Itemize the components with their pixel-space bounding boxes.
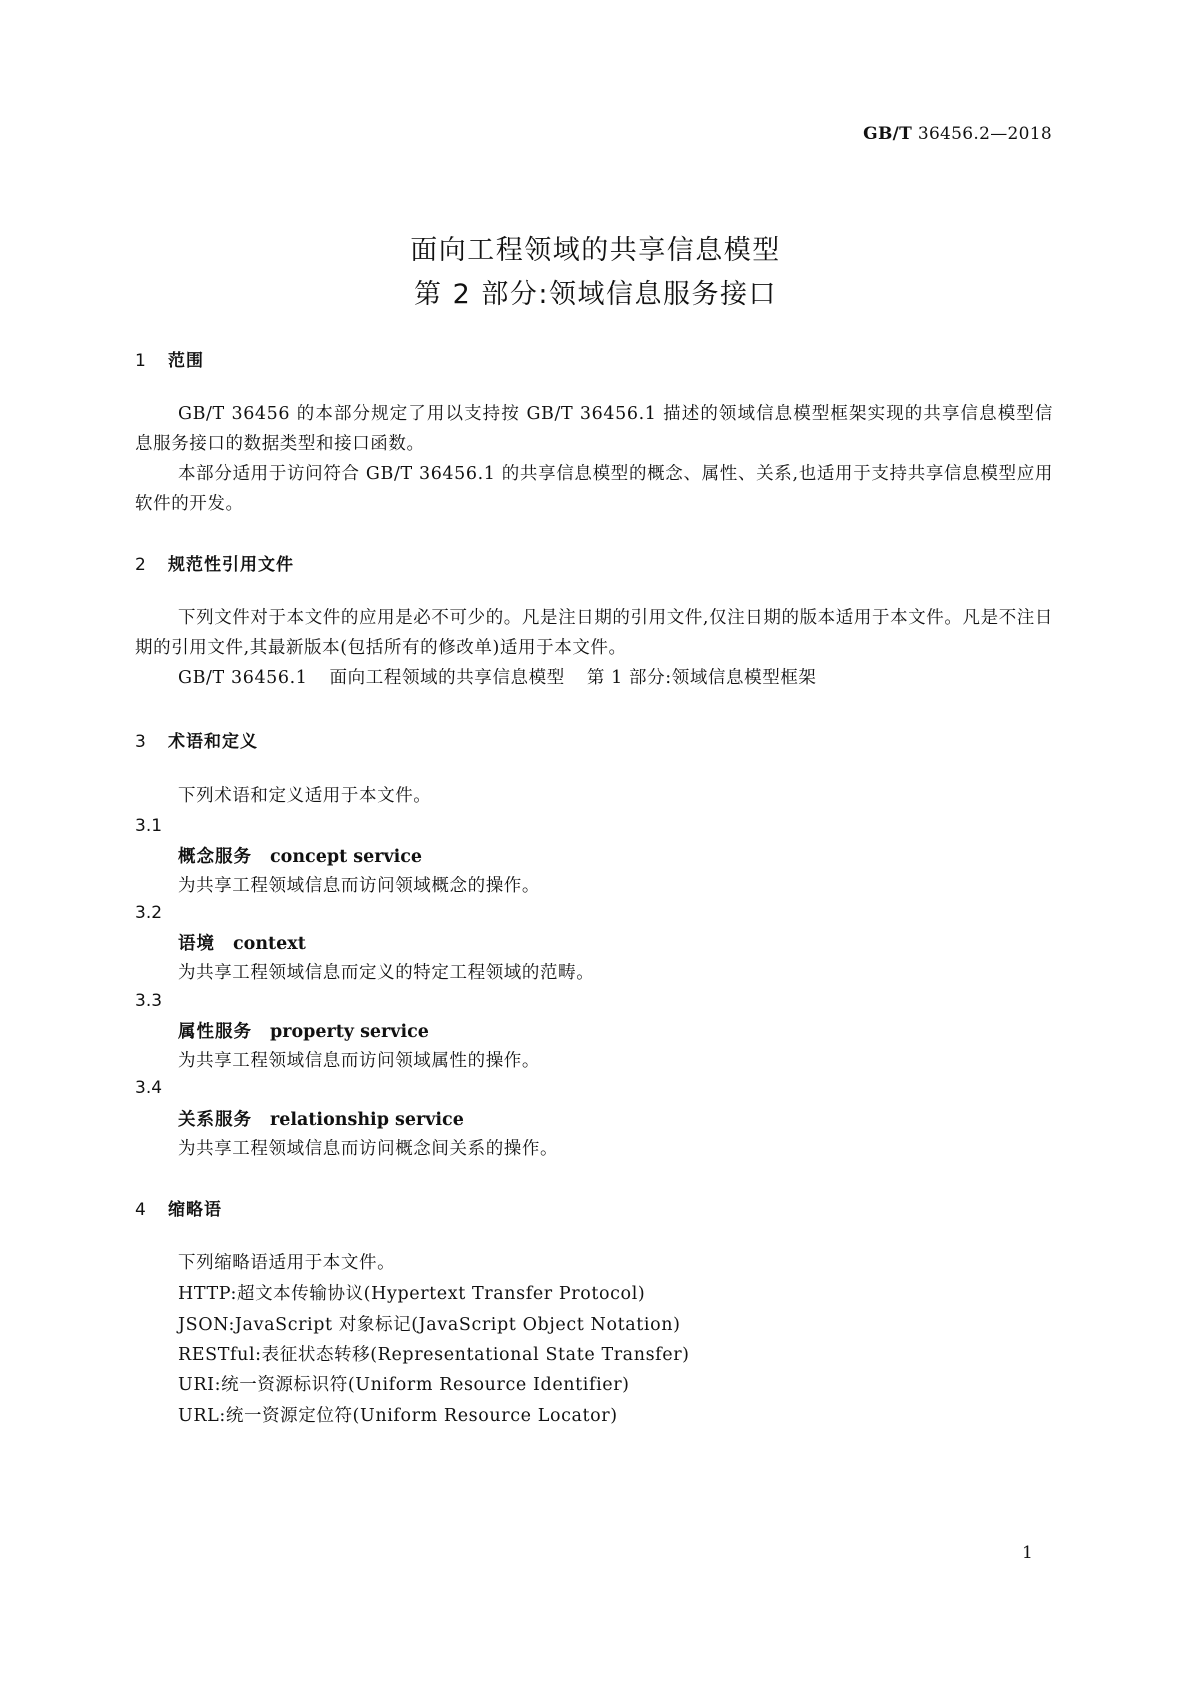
term-number: 3.4 — [135, 1078, 163, 1098]
reference-part: 第 1 部分:领域信息模型框架 — [586, 668, 817, 688]
reference-entry — [178, 664, 817, 689]
scope-paragraph-2: 本部分适用于访问符合 GB/T 36456.1 的共享信息模型的概念、属性、关系,也适用于支持共享信息模型应用软件的开发。 — [135, 464, 1053, 514]
abbreviation-item: HTTP:超文本传输协议(Hypertext Transfer Protocol) — [178, 1284, 646, 1304]
reference-title: 面向工程领域的共享信息模型 — [329, 668, 565, 688]
section-heading-normative-references — [135, 550, 294, 575]
term-entry — [178, 1106, 464, 1131]
section-title: 范围 — [168, 351, 204, 371]
terms-intro: 下列术语和定义适用于本文件。 — [178, 786, 432, 806]
scope-paragraph-1: GB/T 36456 的本部分规定了用以支持按 GB/T 36456.1 描述的领域信息模型框架实现的共享信息模型信息服务接口的数据类型和接口函数。 — [135, 404, 1053, 454]
term-entry — [178, 843, 422, 868]
section-title: 缩略语 — [168, 1200, 222, 1220]
section-number: 2 — [135, 555, 147, 575]
abbreviation-item: JSON:JavaScript 对象标记(JavaScript Object Notation) — [178, 1315, 681, 1335]
references-paragraph: 下列文件对于本文件的应用是必不可少的。凡是注日期的引用文件,仅注日期的版本适用于本文件。凡是不注日期的引用文件,其最新版本(包括所有的修改单)适用于本文件。 — [135, 608, 1053, 658]
abbreviation-item: RESTful:表征状态转移(Representational State Transfer) — [178, 1345, 690, 1365]
term-definition: 为共享工程领域信息而定义的特定工程领域的范畴。 — [178, 963, 595, 983]
term-english: relationship service — [270, 1110, 464, 1130]
section-number: 4 — [135, 1200, 147, 1220]
term-chinese: 语境 — [178, 934, 215, 954]
term-chinese: 属性服务 — [178, 1022, 252, 1042]
section-title: 术语和定义 — [168, 732, 258, 752]
document-title-line1: 面向工程领域的共享信息模型 — [410, 235, 781, 266]
section-heading-terms — [135, 727, 258, 752]
section-title: 规范性引用文件 — [168, 555, 294, 575]
section-number: 3 — [135, 732, 147, 752]
term-number: 3.2 — [135, 903, 163, 923]
abbreviation-item: URL:统一资源定位符(Uniform Resource Locator) — [178, 1406, 618, 1426]
section-heading-abbreviations — [135, 1195, 222, 1220]
term-english: property service — [270, 1022, 429, 1042]
term-definition: 为共享工程领域信息而访问领域属性的操作。 — [178, 1051, 540, 1071]
section-number: 1 — [135, 351, 147, 371]
term-chinese: 概念服务 — [178, 847, 252, 867]
abbreviations-intro: 下列缩略语适用于本文件。 — [178, 1253, 396, 1273]
term-definition: 为共享工程领域信息而访问概念间关系的操作。 — [178, 1139, 559, 1159]
reference-code: GB/T 36456.1 — [178, 668, 308, 688]
section-heading-scope — [135, 346, 204, 371]
term-english: context — [233, 934, 306, 954]
standard-number-value: 36456.2—2018 — [917, 124, 1052, 144]
page-number: 1 — [1022, 1543, 1033, 1563]
term-number: 3.3 — [135, 991, 163, 1011]
standard-number — [863, 124, 1052, 144]
term-chinese: 关系服务 — [178, 1110, 252, 1130]
term-entry — [178, 1018, 429, 1043]
term-english: concept service — [270, 847, 423, 867]
term-definition: 为共享工程领域信息而访问领域概念的操作。 — [178, 876, 540, 896]
standard-number-prefix: GB/T — [863, 124, 913, 144]
abbreviation-item: URI:统一资源标识符(Uniform Resource Identifier) — [178, 1375, 630, 1395]
document-title-line2: 第 2 部分:领域信息服务接口 — [414, 279, 777, 310]
term-entry — [178, 930, 306, 955]
term-number: 3.1 — [135, 816, 163, 836]
